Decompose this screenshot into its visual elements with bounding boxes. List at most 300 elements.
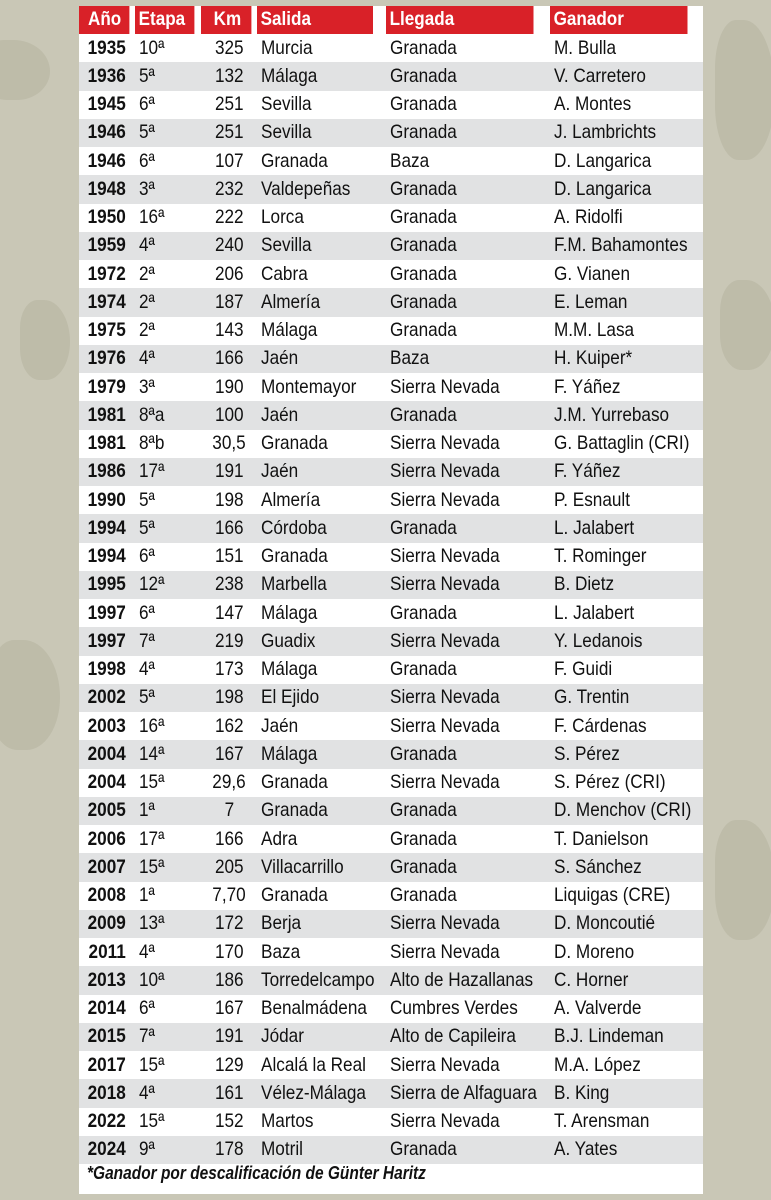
cell-start-text: Málaga [261,601,318,624]
cell-winner-text: T. Rominger [554,545,647,568]
cell-year-text: 1945 [87,93,127,116]
cell-year [79,62,135,90]
table-row [79,938,703,966]
cell-stage [135,684,201,712]
cell-finish-text: Granada [390,234,457,257]
cell-finish [386,175,550,203]
cell-finish [386,797,550,825]
cell-winner [550,571,703,599]
cell-year [79,543,135,571]
cell-year-text: 1997 [87,629,127,652]
cell-start [257,995,386,1023]
cell-km [201,458,257,486]
cell-km-text: 186 [214,968,244,991]
cell-winner-text: S. Pérez [554,742,620,765]
table-row [79,260,703,288]
cell-finish [386,769,550,797]
cell-winner [550,543,703,571]
cell-km [201,1079,257,1107]
cell-start [257,514,386,542]
cell-finish [386,260,550,288]
cell-km [201,938,257,966]
cell-km [201,204,257,232]
cell-km [201,769,257,797]
cell-year-text: 2018 [87,1081,127,1104]
cell-winner-text: A. Yates [554,1138,618,1161]
cell-winner [550,373,703,401]
cell-winner-text: S. Sánchez [554,855,642,878]
cell-stage-text: 8ªa [139,403,165,426]
cell-km [201,91,257,119]
cell-stage-text: 15ª [139,1110,165,1133]
cell-winner-text: D. Menchov (CRI) [554,799,692,822]
cell-winner [550,825,703,853]
cell-year-text: 1946 [87,121,127,144]
cell-winner-text: F. Guidi [554,658,613,681]
cell-stage [135,373,201,401]
cell-start [257,656,386,684]
cell-stage-text: 4ª [139,1081,155,1104]
cell-stage-text: 4ª [139,658,155,681]
cell-start-text: Lorca [261,206,304,229]
cell-km [201,627,257,655]
cell-finish-text: Cumbres Verdes [390,997,518,1020]
cell-km [201,345,257,373]
cell-finish-text: Sierra Nevada [390,940,500,963]
cell-km-text: 7 [224,799,234,822]
footnote: *Ganador por descalificación de Günter Haritz [87,1163,426,1183]
cell-stage [135,147,201,175]
stage-history-table [79,6,703,1164]
cell-km-text: 178 [214,1138,244,1161]
cell-winner-text: P. Esnault [554,488,631,511]
cell-winner-text: F. Yáñez [554,460,621,483]
cell-year-text: 2008 [87,884,127,907]
cell-year [79,1079,135,1107]
cell-year-text: 2006 [87,827,127,850]
cell-stage-text: 8ªb [139,432,165,455]
cell-year [79,147,135,175]
cell-km [201,317,257,345]
cell-winner-text: C. Horner [554,968,629,991]
cell-start-text: Baza [261,940,301,963]
cell-winner [550,712,703,740]
cell-stage [135,62,201,90]
cell-year-text: 1976 [87,347,127,370]
cell-winner-text: D. Langarica [554,149,652,172]
cell-stage-text: 9ª [139,1138,155,1161]
cell-stage [135,232,201,260]
cell-km [201,232,257,260]
table-row [79,740,703,768]
cell-stage-text: 12ª [139,573,165,596]
cell-stage-text: 16ª [139,206,165,229]
cell-year [79,571,135,599]
table-row [79,514,703,542]
cell-year-text: 1946 [87,149,127,172]
cell-year-text: 1981 [87,403,127,426]
cell-finish-text: Granada [390,884,457,907]
cell-start-text: Málaga [261,742,318,765]
cell-start [257,458,386,486]
cell-stage-text: 5ª [139,516,155,539]
cell-year [79,204,135,232]
cell-start-text: Berja [261,912,302,935]
cell-start [257,1023,386,1051]
cell-finish-text: Sierra Nevada [390,545,500,568]
cell-finish-text: Sierra Nevada [390,686,500,709]
cell-km [201,175,257,203]
cell-finish [386,966,550,994]
cell-year [79,430,135,458]
cell-stage [135,627,201,655]
cell-km [201,288,257,316]
cell-start [257,599,386,627]
cell-km [201,825,257,853]
cell-finish [386,853,550,881]
cell-start-text: Adra [261,827,298,850]
cell-year [79,910,135,938]
cell-km-text: 251 [214,93,244,116]
cell-km [201,910,257,938]
table-row [79,797,703,825]
cell-km [201,684,257,712]
column-header-km: Km [201,6,251,34]
table-row [79,34,703,62]
background-texture [715,820,771,940]
cell-stage [135,430,201,458]
cell-km-text: 147 [214,601,244,624]
cell-stage [135,345,201,373]
cell-year [79,1023,135,1051]
cell-start-text: Vélez-Málaga [261,1081,366,1104]
cell-year [79,317,135,345]
cell-km [201,373,257,401]
cell-stage-text: 1ª [139,799,155,822]
cell-km [201,656,257,684]
cell-km-text: 187 [214,290,244,313]
cell-km [201,486,257,514]
cell-finish-text: Granada [390,177,457,200]
cell-start-text: Valdepeñas [261,177,351,200]
cell-finish-text: Granada [390,36,457,59]
cell-stage [135,769,201,797]
cell-finish [386,995,550,1023]
cell-winner [550,34,703,62]
cell-stage [135,1079,201,1107]
cell-year-text: 1995 [87,573,127,596]
cell-year [79,1136,135,1164]
cell-start [257,825,386,853]
cell-start-text: Alcalá la Real [261,1053,366,1076]
cell-km-text: 238 [214,573,244,596]
cell-winner [550,345,703,373]
cell-winner-text: D. Moncoutié [554,912,656,935]
cell-year-text: 1981 [87,432,127,455]
cell-km [201,62,257,90]
table-row [79,62,703,90]
cell-km-text: 198 [214,488,244,511]
cell-km-text: 240 [214,234,244,257]
cell-start [257,543,386,571]
table-row [79,119,703,147]
cell-start [257,938,386,966]
cell-stage [135,995,201,1023]
table-row [79,1108,703,1136]
cell-start [257,486,386,514]
cell-stage [135,571,201,599]
table-row [79,486,703,514]
cell-winner-text: A. Montes [554,93,632,116]
cell-finish [386,656,550,684]
cell-km-text: 232 [214,177,244,200]
cell-stage-text: 16ª [139,714,165,737]
cell-km-text: 107 [214,149,244,172]
cell-year-text: 1935 [87,36,127,59]
cell-year-text: 2015 [87,1025,127,1048]
table-row [79,712,703,740]
background-texture [0,640,60,750]
cell-start [257,62,386,90]
cell-finish [386,401,550,429]
table-row [79,1136,703,1164]
cell-winner-text: B.J. Lindeman [554,1025,664,1048]
table-row [79,288,703,316]
cell-finish-text: Sierra Nevada [390,912,500,935]
table-row [79,910,703,938]
cell-year-text: 2007 [87,855,127,878]
cell-finish-text: Granada [390,290,457,313]
cell-stage-text: 5ª [139,686,155,709]
cell-finish [386,1079,550,1107]
cell-start [257,712,386,740]
cell-year-text: 1998 [87,658,127,681]
table-row [79,571,703,599]
cell-stage [135,938,201,966]
table-row [79,175,703,203]
cell-finish [386,458,550,486]
cell-winner [550,910,703,938]
cell-finish-text: Granada [390,206,457,229]
cell-finish [386,543,550,571]
cell-start-text: Jaén [261,403,299,426]
cell-winner-text: J.M. Yurrebaso [554,403,670,426]
cell-year [79,599,135,627]
cell-start [257,1051,386,1079]
cell-start [257,204,386,232]
cell-stage-text: 6ª [139,93,155,116]
cell-year-text: 2022 [87,1110,127,1133]
table-row [79,317,703,345]
cell-start-text: Granada [261,149,328,172]
cell-start [257,175,386,203]
cell-year [79,1108,135,1136]
cell-winner [550,458,703,486]
cell-winner [550,938,703,966]
cell-year [79,91,135,119]
cell-winner [550,430,703,458]
stage-history-table-panel [79,6,703,1194]
cell-finish-text: Sierra de Alfaguara [390,1081,537,1104]
cell-finish-text: Granada [390,64,457,87]
cell-start [257,288,386,316]
table-row [79,204,703,232]
cell-winner [550,62,703,90]
cell-finish [386,147,550,175]
cell-km-text: 152 [214,1110,244,1133]
cell-finish-text: Granada [390,1138,457,1161]
cell-km [201,430,257,458]
cell-year-text: 2009 [87,912,127,935]
cell-year [79,995,135,1023]
cell-winner-text: V. Carretero [554,64,646,87]
cell-winner [550,853,703,881]
background-texture [20,300,70,380]
cell-km [201,1108,257,1136]
cell-start [257,91,386,119]
table-row [79,627,703,655]
table-row [79,430,703,458]
cell-year [79,288,135,316]
cell-finish-text: Baza [390,149,430,172]
cell-start-text: Guadix [261,629,316,652]
cell-winner-text: H. Kuiper* [554,347,633,370]
cell-km-text: 222 [214,206,244,229]
cell-start-text: Sevilla [261,121,312,144]
cell-year-text: 1986 [87,460,127,483]
cell-year [79,260,135,288]
cell-finish [386,317,550,345]
cell-stage [135,543,201,571]
table-row [79,373,703,401]
cell-year-text: 1990 [87,488,127,511]
cell-stage [135,966,201,994]
cell-start [257,571,386,599]
cell-year-text: 1997 [87,601,127,624]
cell-km-text: 251 [214,121,244,144]
cell-km-text: 29,6 [212,771,246,794]
cell-year-text: 1994 [87,516,127,539]
cell-year-text: 2024 [87,1138,127,1161]
cell-finish [386,34,550,62]
cell-km [201,1023,257,1051]
cell-winner [550,684,703,712]
cell-stage-text: 3ª [139,375,155,398]
cell-start [257,627,386,655]
cell-year [79,458,135,486]
cell-finish-text: Granada [390,121,457,144]
cell-stage-text: 2ª [139,319,155,342]
column-header-year: Año [79,6,129,34]
cell-stage [135,656,201,684]
cell-start-text: Jaén [261,714,299,737]
cell-finish [386,599,550,627]
cell-finish [386,119,550,147]
cell-year [79,34,135,62]
cell-start [257,232,386,260]
cell-year [79,882,135,910]
cell-winner-text: M.A. López [554,1053,641,1076]
table-row [79,1051,703,1079]
cell-km [201,1136,257,1164]
cell-year [79,656,135,684]
cell-start-text: Granada [261,432,328,455]
table-row [79,147,703,175]
cell-finish-text: Granada [390,319,457,342]
cell-year-text: 2004 [87,771,127,794]
cell-stage [135,853,201,881]
cell-stage [135,1051,201,1079]
cell-year-text: 1994 [87,545,127,568]
cell-finish [386,232,550,260]
cell-start-text: Almería [261,488,321,511]
cell-year [79,373,135,401]
background-texture [720,280,771,370]
cell-km [201,260,257,288]
cell-winner-text: D. Langarica [554,177,652,200]
column-header-winner: Ganador [550,6,688,34]
cell-finish-text: Granada [390,516,457,539]
cell-finish [386,1051,550,1079]
table-row [79,543,703,571]
cell-finish [386,288,550,316]
cell-stage-text: 15ª [139,771,165,794]
table-row [79,401,703,429]
cell-stage [135,514,201,542]
column-header-stage: Etapa [135,6,194,34]
cell-finish-text: Sierra Nevada [390,1053,500,1076]
cell-stage-text: 17ª [139,460,165,483]
cell-stage-text: 7ª [139,1025,155,1048]
cell-start [257,401,386,429]
cell-km-text: 132 [214,64,244,87]
cell-km-text: 161 [214,1081,244,1104]
cell-year [79,740,135,768]
cell-finish [386,684,550,712]
cell-winner [550,740,703,768]
cell-winner-text: F. Cárdenas [554,714,647,737]
cell-km [201,571,257,599]
cell-start [257,769,386,797]
cell-year [79,684,135,712]
table-row [79,91,703,119]
cell-stage [135,34,201,62]
cell-winner [550,797,703,825]
cell-winner-text: L. Jalabert [554,516,635,539]
cell-stage [135,882,201,910]
cell-winner [550,599,703,627]
cell-start [257,684,386,712]
cell-year-text: 1975 [87,319,127,342]
cell-start-text: Sevilla [261,234,312,257]
cell-finish [386,740,550,768]
cell-finish-text: Alto de Capileira [390,1025,516,1048]
cell-finish-text: Sierra Nevada [390,375,500,398]
cell-finish [386,204,550,232]
cell-km-text: 30,5 [212,432,246,455]
cell-stage [135,317,201,345]
cell-finish [386,938,550,966]
cell-finish [386,882,550,910]
cell-km [201,853,257,881]
cell-winner-text: F.M. Bahamontes [554,234,688,257]
cell-finish [386,627,550,655]
cell-year [79,825,135,853]
cell-year-text: 1972 [87,262,127,285]
cell-start-text: Jaén [261,460,299,483]
cell-year-text: 2002 [87,686,127,709]
cell-start [257,853,386,881]
